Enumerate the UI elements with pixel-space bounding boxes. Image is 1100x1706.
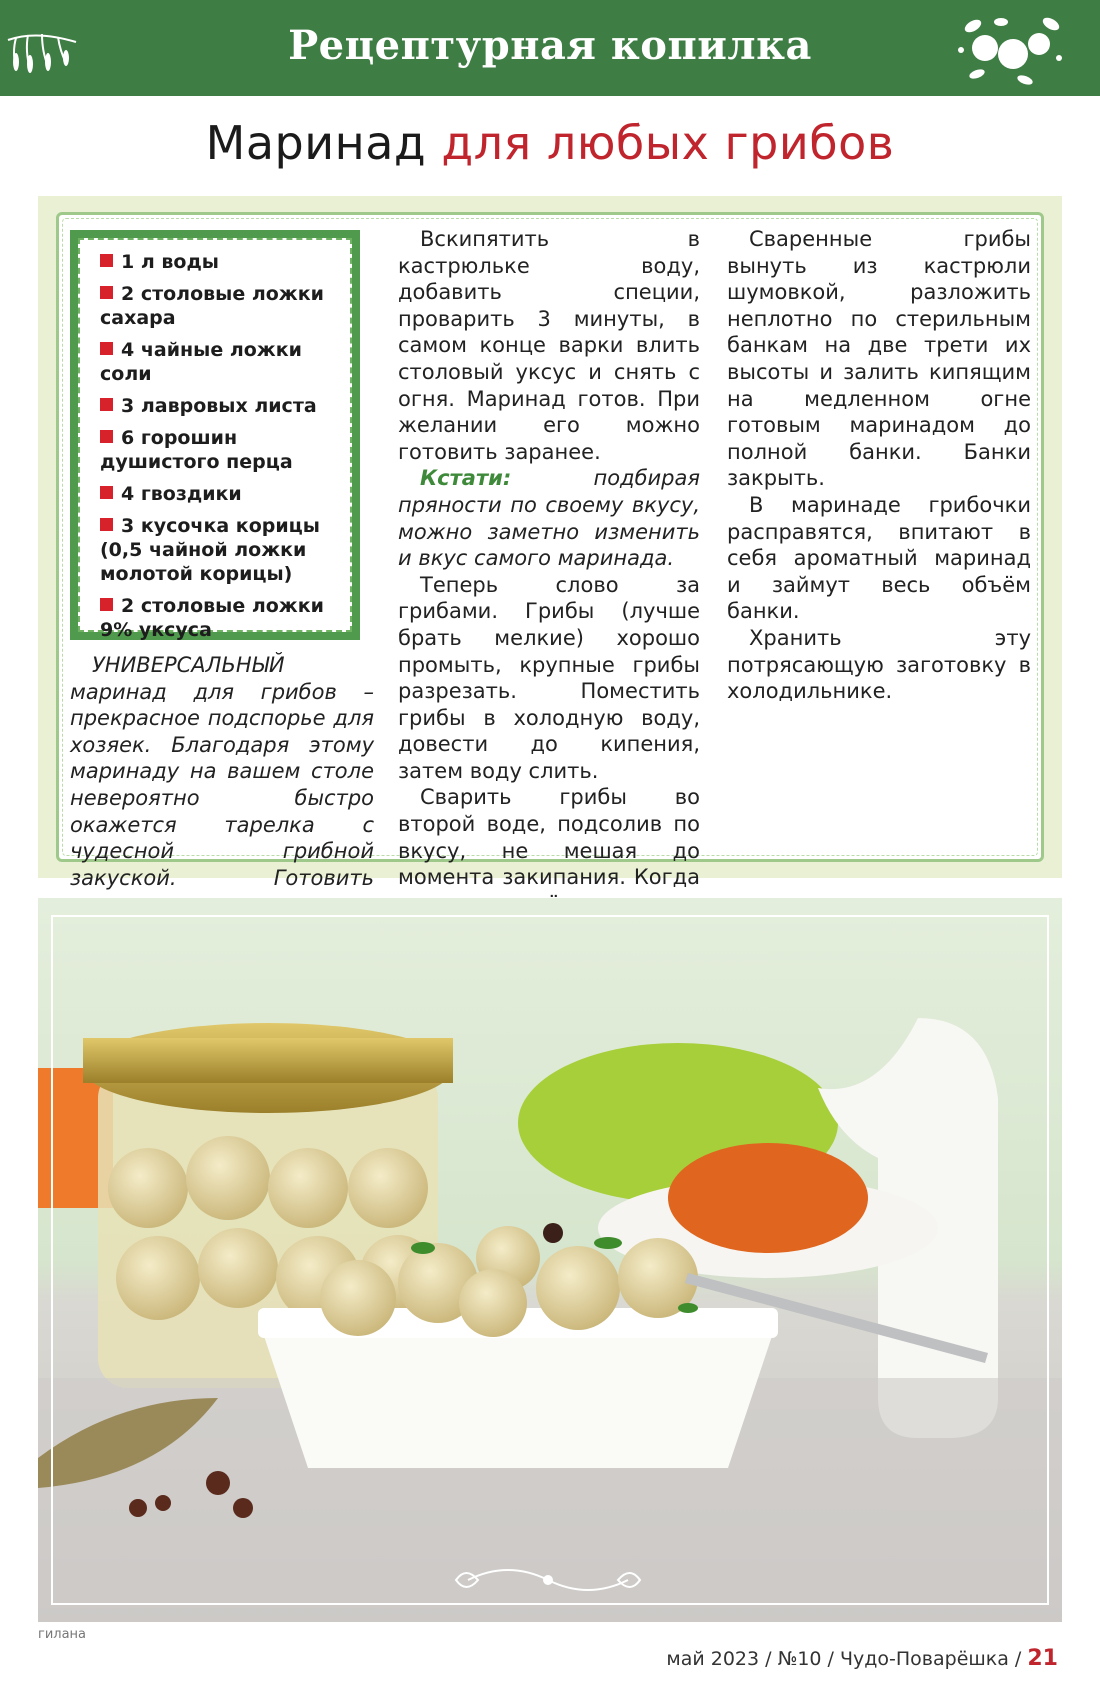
ingredients-list (78, 238, 352, 641)
marinated-mushrooms-image (38, 898, 1062, 1622)
page-footer (666, 1646, 1058, 1671)
step-boil-text: Вскипятить в кастрюльке воду, добавить специи, проварить 3 минуты, в самом конце варки влить столовый уксус и снять с огня. Маринад готов. При желании его можно готовить заранее. (398, 227, 700, 464)
ingredient-item: 3 кусочка корицы (0,5 чайной ложки молотой корицы) (100, 515, 320, 585)
tip-paragraph (398, 465, 700, 571)
bullet-icon (100, 486, 113, 499)
tip-text: подбирая пряности по своему вкусу, можно заметно изменить и вкус самого маринада. (398, 466, 700, 571)
step-storage-text: Хранить эту потрясающую заготовку в холодильнике. (727, 625, 1031, 704)
bullet-icon (100, 342, 113, 355)
title-accent: для любых грибов (441, 116, 895, 170)
ingredient-item: 6 горошин душистого перца (100, 427, 293, 473)
step-jars-text: Сваренные грибы вынуть из кастрюли шумовкой, разложить неплотно по стерильным банкам на две трети их высоты и залить кипящим на медленном огне готовым маринадом до полной банки. Банки закрыть. (727, 227, 1031, 491)
ingredient-item: 4 гвоздики (100, 482, 336, 506)
text-column-3 (727, 226, 1031, 705)
ingredients-box (70, 230, 360, 640)
step-second-boil-text: Сварить грибы во второй воде, подсолив по вкусу, не мешая до момента закипания. Когда (398, 785, 700, 890)
fruit-ornament-icon (955, 10, 1065, 90)
bullet-icon (100, 398, 113, 411)
step-mushrooms-text: Теперь слово за грибами. Грибы (лучше брать мелкие) хорошо промыть, крупные грибы разрезать. Поместить грибы в холодную воду, довести до кипения, затем воду слить. (398, 572, 700, 783)
intro-text: УНИВЕРСАЛЬНЫЙ маринад для грибов – прекрасное подспорье для хозяек. Благодаря этому маринаду на вашем столе невероятно быстро окажется тарелка с чудесной грибной закуской. Готовить (70, 653, 374, 890)
article-title (0, 116, 1100, 170)
step-result-text: В маринаде грибочки расправятся, впитают в себя ароматный маринад и займут весь объём банки. (727, 492, 1031, 624)
intro-column (70, 652, 374, 918)
ingredient-item: 4 чайные ложки соли (100, 339, 302, 385)
tip-label: Кстати: (420, 466, 512, 491)
photo-credit: гилана (38, 1627, 87, 1642)
issue-info: май 2023 / №10 / Чудо-Поварёшка / (666, 1648, 1022, 1670)
ingredient-item: 2 столовые ложки сахара (100, 283, 324, 329)
section-header (0, 0, 1100, 96)
section-title: Рецептурная копилка (288, 22, 812, 69)
bullet-icon (100, 254, 113, 267)
bullet-icon (100, 286, 113, 299)
bullet-icon (100, 518, 113, 531)
ingredient-item: 1 л воды (100, 250, 336, 274)
bullet-icon (100, 598, 113, 611)
title-main: Маринад (205, 116, 427, 170)
ingredient-item: 2 столовые ложки 9% уксуса (100, 595, 324, 641)
bullet-icon (100, 430, 113, 443)
recipe-photo (38, 898, 1062, 1622)
page-number: 21 (1027, 1646, 1058, 1671)
ingredient-item: 3 лавровых листа (100, 394, 336, 418)
